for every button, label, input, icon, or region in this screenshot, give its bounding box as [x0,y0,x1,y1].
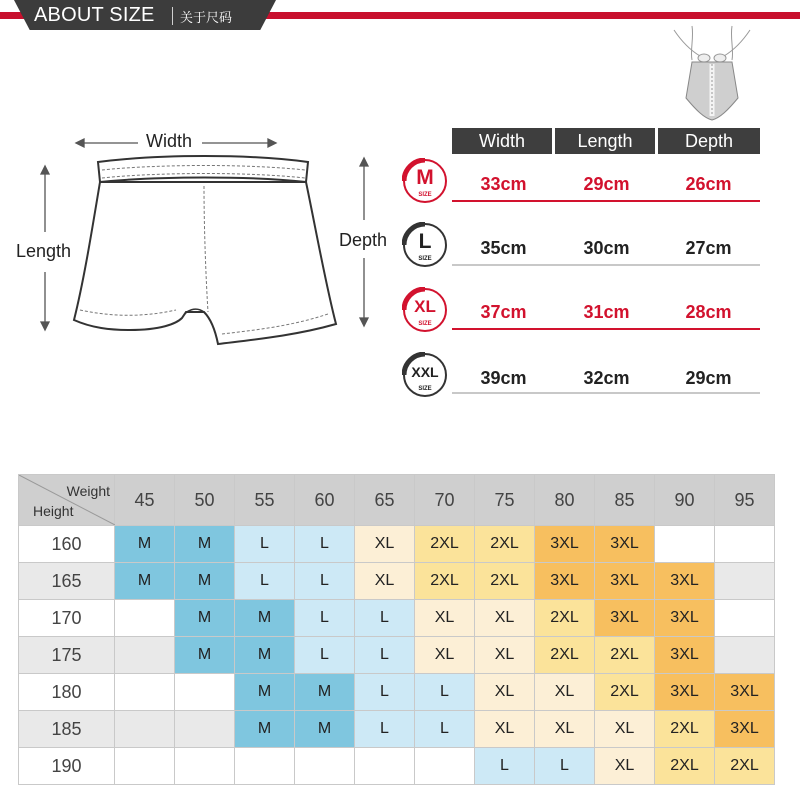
size-cell [715,563,775,600]
weight-header-cell: 95 [715,475,775,526]
weight-header-cell: 50 [175,475,235,526]
weight-axis-label: Weight [66,483,110,499]
height-row-label: 180 [19,674,115,711]
size-cell: L [475,748,535,785]
size-cell: 2XL [535,600,595,637]
size-cell: 3XL [535,563,595,600]
size-cell: 3XL [595,526,655,563]
size-cell: L [235,563,295,600]
size-cell: L [355,711,415,748]
height-row-label: 190 [19,748,115,785]
size-cell: M [235,637,295,674]
size-cell: 3XL [655,637,715,674]
size-cell: L [295,637,355,674]
size-cell [175,674,235,711]
width-label: Width [146,131,193,151]
size-cell: M [235,600,295,637]
size-cell: L [355,600,415,637]
size-cell: M [295,711,355,748]
l-row-underline [452,264,760,266]
size-m-caption: SIZE [418,192,432,198]
size-cell: M [295,674,355,711]
model-figure-illustration [664,20,760,124]
depth-label: Depth [339,230,388,250]
size-cell: 2XL [595,637,655,674]
size-cell: 2XL [475,563,535,600]
m-row-underline [452,200,760,202]
size-cell: 3XL [535,526,595,563]
size-cell [115,711,175,748]
size-cell [115,674,175,711]
size-cell: XL [355,526,415,563]
size-cell: 3XL [595,600,655,637]
weight-header-cell: 65 [355,475,415,526]
size-cell: 3XL [715,674,775,711]
size-cell: L [415,711,475,748]
height-axis-label: Height [33,503,74,519]
size-chart-row [19,563,775,600]
m-width: 33cm [480,174,527,194]
size-cell: XL [595,711,655,748]
size-cell [115,600,175,637]
depth-arrow-icon [360,158,368,326]
size-cell: XL [595,748,655,785]
width-arrow-icon [76,139,276,147]
size-chart-row [19,637,775,674]
size-cell [175,711,235,748]
size-cell: XL [535,674,595,711]
size-cell: L [295,563,355,600]
weight-header-cell: 85 [595,475,655,526]
size-cell [115,748,175,785]
size-cell: 3XL [715,711,775,748]
m-length: 29cm [583,174,630,194]
m-depth: 26cm [685,174,732,194]
xl-width: 37cm [480,302,527,322]
size-cell: 2XL [535,637,595,674]
length-label: Length [16,241,72,261]
size-cell: 2XL [715,748,775,785]
page-subtitle: 关于尺码 [180,10,233,25]
size-cell: L [295,600,355,637]
xl-row-underline [452,328,760,330]
size-cell: 2XL [655,711,715,748]
size-cell: XL [475,600,535,637]
size-cell: 2XL [595,674,655,711]
size-cell: XL [535,711,595,748]
size-cell [175,748,235,785]
size-cell: M [175,526,235,563]
size-cell: XL [415,637,475,674]
size-cell: XL [475,711,535,748]
size-cell: L [535,748,595,785]
size-chart-header-row [19,475,775,526]
size-cell [355,748,415,785]
size-chart-table [18,474,775,785]
size-cell: L [235,526,295,563]
xxl-row-underline [452,392,760,394]
l-length: 30cm [583,238,630,258]
size-cell [115,637,175,674]
size-chart-row [19,600,775,637]
size-cell: 3XL [595,563,655,600]
height-row-label: 175 [19,637,115,674]
size-l-letter: L [418,230,432,253]
size-cell [295,748,355,785]
chart-corner-cell [19,475,115,526]
size-cell: L [355,674,415,711]
size-cell [715,600,775,637]
size-cell: M [175,637,235,674]
size-cell: L [415,674,475,711]
size-chart-row [19,711,775,748]
size-cell: XL [475,637,535,674]
size-cell: 2XL [415,526,475,563]
size-cell: XL [415,600,475,637]
size-cell: XL [475,674,535,711]
size-chart-row [19,674,775,711]
size-cell: 2XL [655,748,715,785]
height-row-label: 160 [19,526,115,563]
xl-length: 31cm [583,302,630,322]
size-cell: M [175,563,235,600]
size-cell [415,748,475,785]
measure-header-depth: Depth [658,128,760,154]
size-xl-letter: XL [414,297,436,316]
size-cell: 3XL [655,674,715,711]
length-arrow-icon [41,166,49,330]
size-l-caption: SIZE [418,256,432,262]
weight-header-cell: 45 [115,475,175,526]
size-cell: M [235,674,295,711]
xxl-length: 32cm [583,368,630,388]
weight-header-cell: 70 [415,475,475,526]
l-depth: 27cm [685,238,732,258]
l-width: 35cm [480,238,527,258]
weight-header-cell: 55 [235,475,295,526]
weight-header-cell: 75 [475,475,535,526]
size-cell: M [115,526,175,563]
measure-header-length: Length [555,128,655,154]
size-cell: 2XL [415,563,475,600]
size-chart-row [19,526,775,563]
size-cell: 3XL [655,600,715,637]
size-cell: M [235,711,295,748]
size-cell: L [355,637,415,674]
size-cell [655,526,715,563]
height-row-label: 165 [19,563,115,600]
xxl-depth: 29cm [685,368,732,388]
size-cell: M [115,563,175,600]
shorts-diagram [0,0,400,380]
size-m-letter: M [416,166,434,189]
size-xxl-letter: XXL [411,364,439,380]
weight-header-cell: 90 [655,475,715,526]
size-cell [235,748,295,785]
size-cell: 3XL [655,563,715,600]
xxl-width: 39cm [480,368,527,388]
size-cell [715,637,775,674]
xl-depth: 28cm [685,302,732,322]
size-cell [715,526,775,563]
size-cell: M [175,600,235,637]
size-cell: XL [355,563,415,600]
size-chart-row [19,748,775,785]
size-xxl-caption: SIZE [418,386,432,392]
height-row-label: 185 [19,711,115,748]
measure-header-width: Width [452,128,552,154]
page-title: ABOUT SIZE [34,4,155,26]
size-cell: L [295,526,355,563]
weight-header-cell: 80 [535,475,595,526]
size-cell: 2XL [475,526,535,563]
size-xl-caption: SIZE [418,321,432,327]
height-row-label: 170 [19,600,115,637]
weight-header-cell: 60 [295,475,355,526]
